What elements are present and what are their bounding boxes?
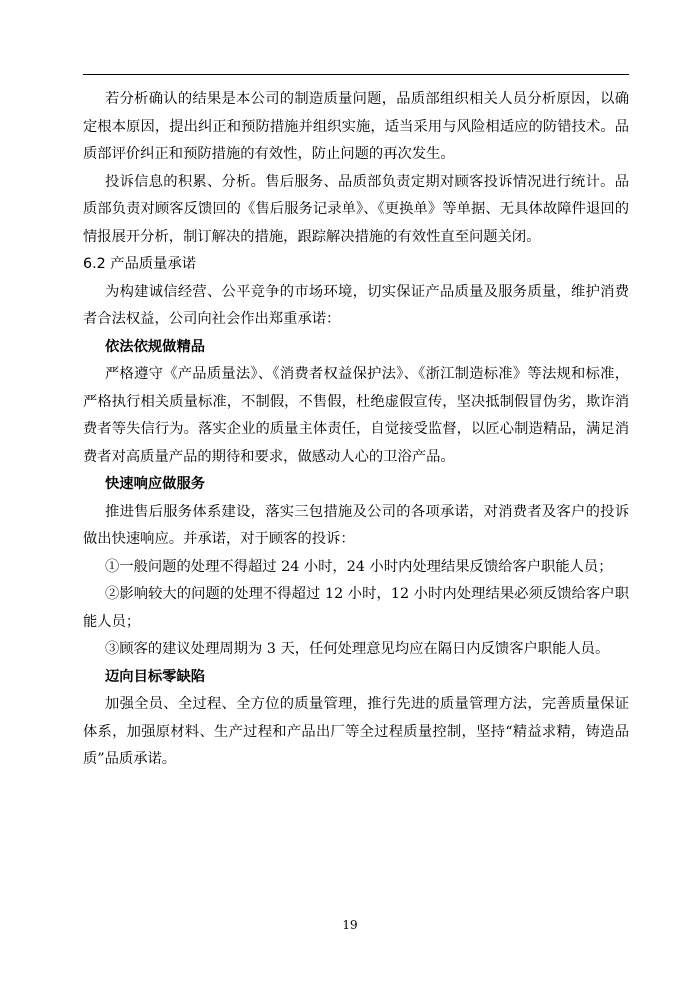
- paragraph-zero-defect: 加强全员、全过程、全方位的质量管理，推行先进的质量管理方法，完善质量保证体系，加强原材料、生产过程和产品出厂等全过程质量控制，坚持“精益求精，铸造品质”品质承诺。: [83, 696, 629, 767]
- paragraph-complaint-information: 投诉信息的积累、分析。售后服务、品质部负责定期对顾客投诉情况进行统计。品质部负责对顾客反馈回的《售后服务记录单》、《更换单》等单据、无具体故障件退回的情报展开分析，制订解决的措施，跟踪解决措施的有效性直至问题关闭。: [83, 173, 629, 245]
- page-body: [83, 86, 629, 774]
- paragraph-fast-service: 推进售后服务体系建设，落实三包措施及公司的各项承诺，对消费者及客户的投诉做出快速响应。并承诺，对于顾客的投诉：: [83, 503, 629, 547]
- list-item-customer-suggestion: ③顾客的建议处理周期为 3 天，任何处理意见均应在隔日内反馈客户职能人员。: [105, 641, 610, 657]
- paragraph-root-cause-analysis: 若分析确认的结果是本公司的制造质量问题，品质部组织相关人员分析原因，以确定根本原因，提出纠正和预防措施并组织实施，适当采用与风险相适应的防错技术。品质部评价纠正和预防措施的有效性，防止问题的再次发生。: [83, 91, 629, 162]
- commitment-title-zero-defect: 迈向目标零缺陷: [105, 668, 206, 685]
- list-item-major-issue: ②影响较大的问题的处理不得超过 12 小时，12 小时内处理结果必须反馈给客户职能人员；: [83, 586, 629, 630]
- paragraph-commitment-intro: 为构建诚信经营、公平竞争的市场环境，切实保证产品质量及服务质量，维护消费者合法权益，公司向社会作出郑重承诺：: [83, 283, 629, 327]
- page-number: 19: [342, 918, 358, 932]
- commitment-title-lawful-quality: 依法依规做精品: [105, 338, 206, 355]
- section-heading-6-2: 6.2 产品质量承诺: [83, 256, 197, 272]
- header-rule: [83, 74, 629, 75]
- commitment-title-fast-service: 快速响应做服务: [105, 476, 206, 492]
- paragraph-lawful-quality: 严格遵守《产品质量法》、《消费者权益保护法》、《浙江制造标准》等法规和标准，严格执行相关质量标准，不制假，不售假，杜绝虚假宣传，坚决抵制假冒伪劣，欺诈消费者等失信行为。落实企业的质量主体责任，自觉接受监督，以匠心制造精品，满足消费者对高质量产品的期待和要求，做感动人心的卫浴产品。: [83, 366, 629, 465]
- list-item-general-issue: ①一般问题的处理不得超过 24 小时，24 小时内处理结果反馈给客户职能人员；: [105, 558, 613, 575]
